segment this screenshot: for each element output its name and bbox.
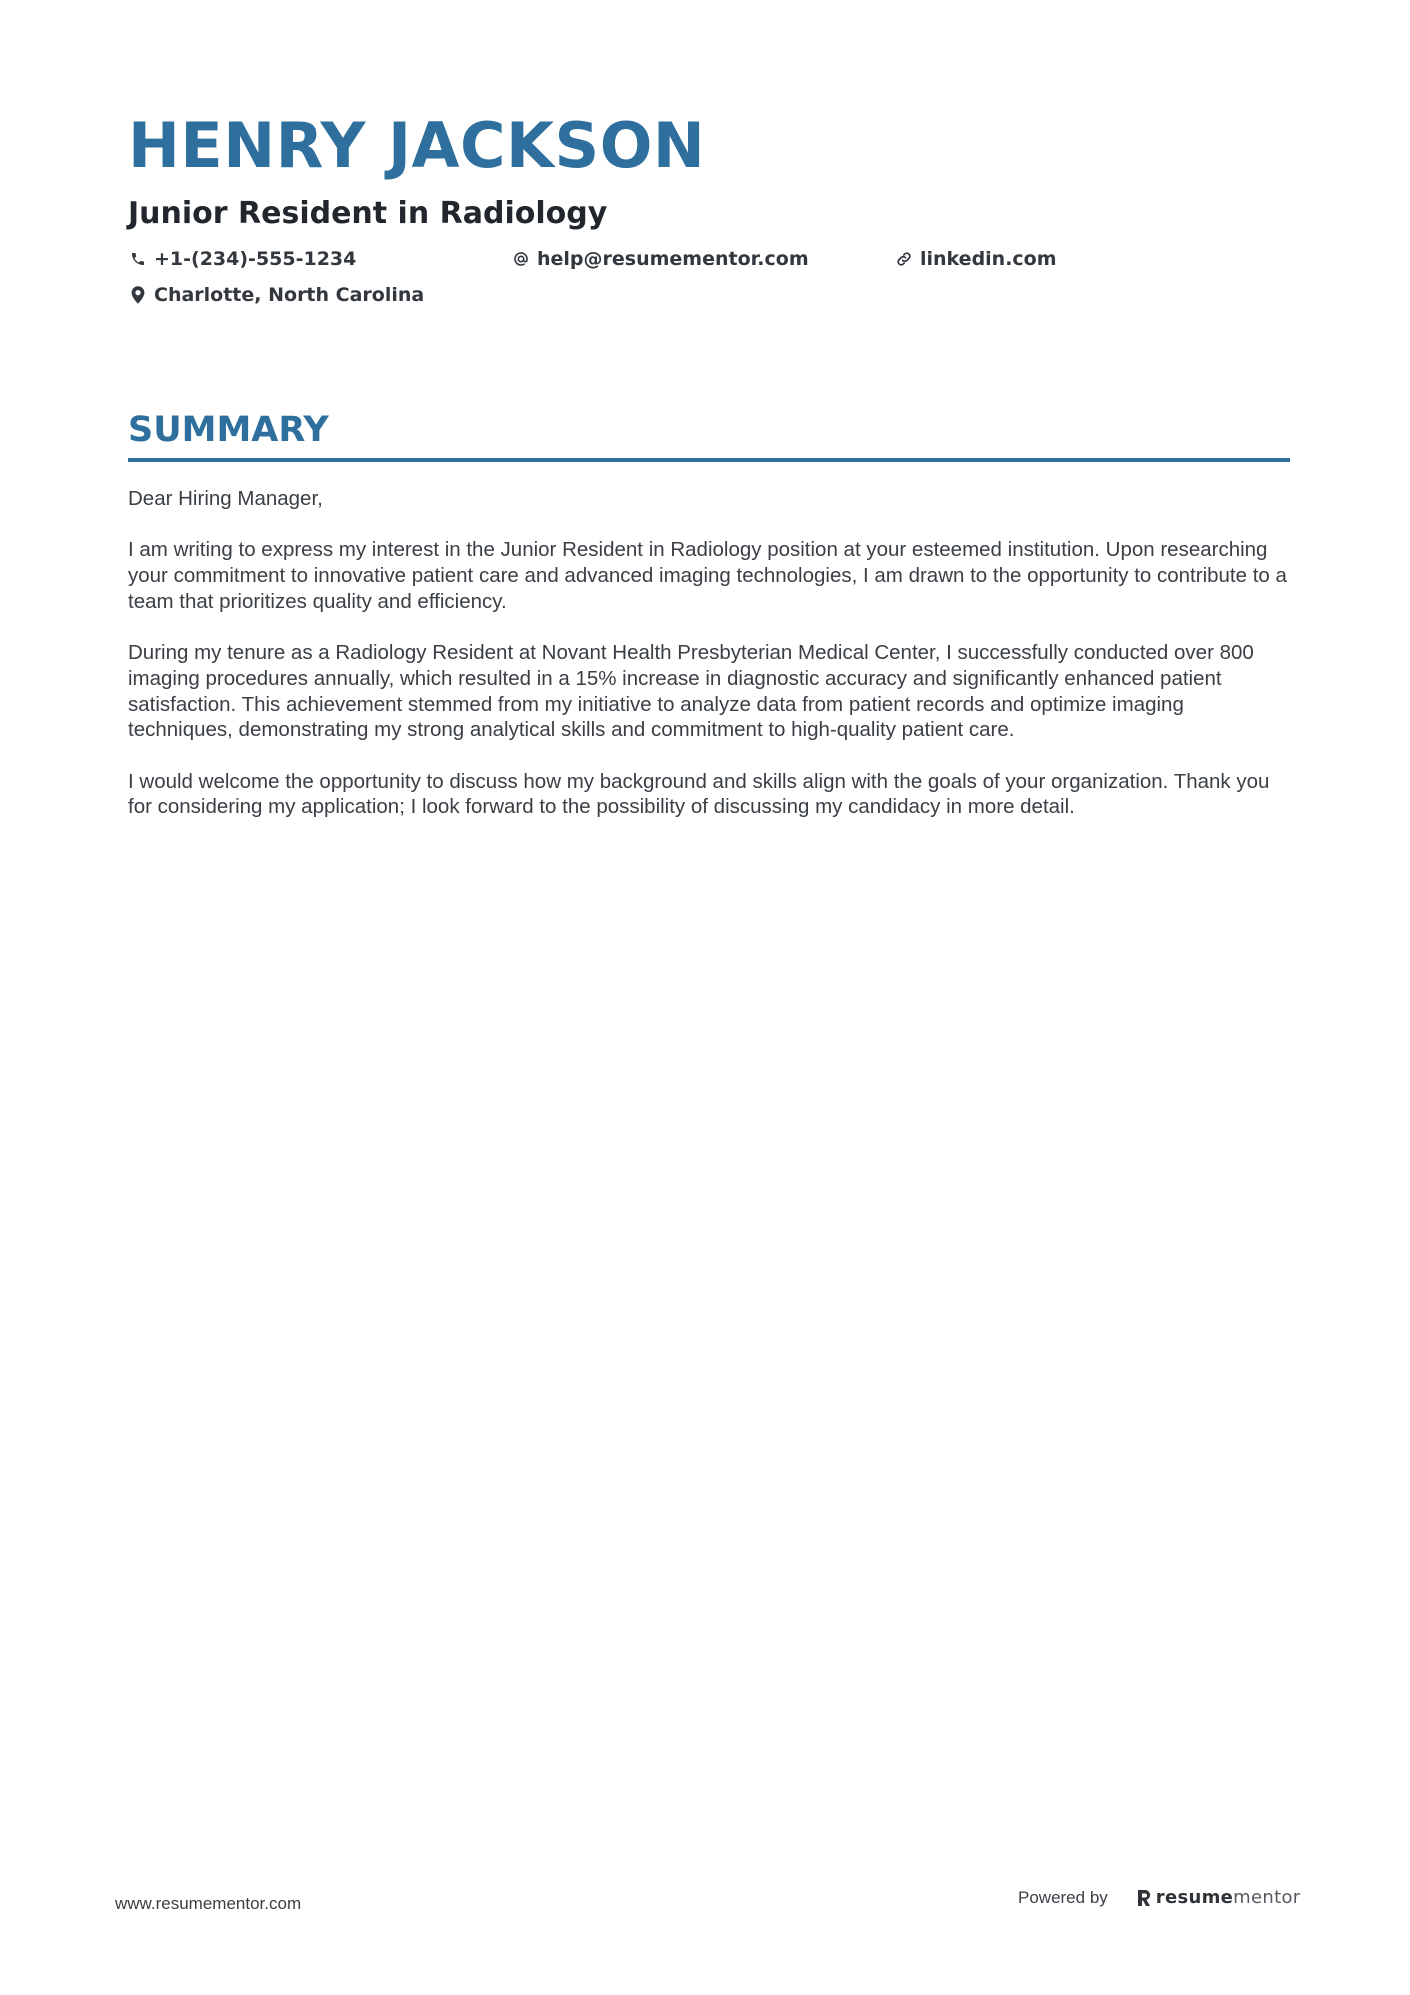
resume-page	[128, 108, 1290, 846]
contact-location	[128, 284, 424, 306]
letter-paragraph: During my tenure as a Radiology Resident at Novant Health Presbyterian Medical Center, I successfully conducted over 800 imaging procedures annually, which resulted in a 15% increase in diagnostic accuracy and significantly enhanced patient satisfaction. This achievement stemmed from my initiative to analyze data from patient records and optimize imaging techniques, demonstrating my strong analytical skills and commitment to high-quality patient care.	[128, 641, 1254, 742]
footer-powered-by	[1018, 1887, 1300, 1908]
summary-letter	[128, 486, 1290, 820]
section-divider	[128, 458, 1290, 462]
map-pin-icon	[128, 285, 148, 305]
contact-email	[511, 248, 809, 270]
brand-name-bold: resume	[1155, 1887, 1234, 1908]
link-text: linkedin.com	[920, 248, 1057, 270]
link-icon	[894, 249, 914, 269]
letter-paragraph: I would welcome the opportunity to discuss how my background and skills align with the goals of your organization. Thank you for considering my application; I look forward to the possibility of discussing my candidacy in more detail.	[128, 769, 1270, 819]
contact-phone	[128, 248, 356, 270]
email-text: help@resumementor.com	[537, 248, 809, 270]
brand-name-light: mentor	[1233, 1887, 1301, 1908]
contact-info	[128, 248, 1290, 324]
job-title: Junior Resident in Radiology	[128, 196, 608, 231]
at-icon	[511, 249, 531, 269]
phone-icon	[128, 249, 148, 269]
resumementor-logo-icon	[1136, 1888, 1152, 1908]
summary-heading: SUMMARY	[128, 410, 329, 450]
contact-link	[894, 248, 1057, 270]
footer-website[interactable]: www.resumementor.com	[115, 1894, 302, 1913]
powered-by-text: Powered by	[1018, 1887, 1108, 1907]
letter-paragraph: I am writing to express my interest in the Junior Resident in Radiology position at your esteemed institution. Upon researching your commitment to innovative patient care and advanced imaging technologies, I am drawn to the opportunity to contribute to a team that prioritizes quality and efficiency.	[128, 538, 1287, 613]
phone-text: +1-(234)-555-1234	[154, 248, 357, 270]
letter-greeting: Dear Hiring Manager,	[128, 487, 323, 510]
brand-logo[interactable]	[1136, 1887, 1301, 1908]
location-text: Charlotte, North Carolina	[154, 284, 425, 306]
candidate-name: HENRY JACKSON	[128, 109, 706, 182]
